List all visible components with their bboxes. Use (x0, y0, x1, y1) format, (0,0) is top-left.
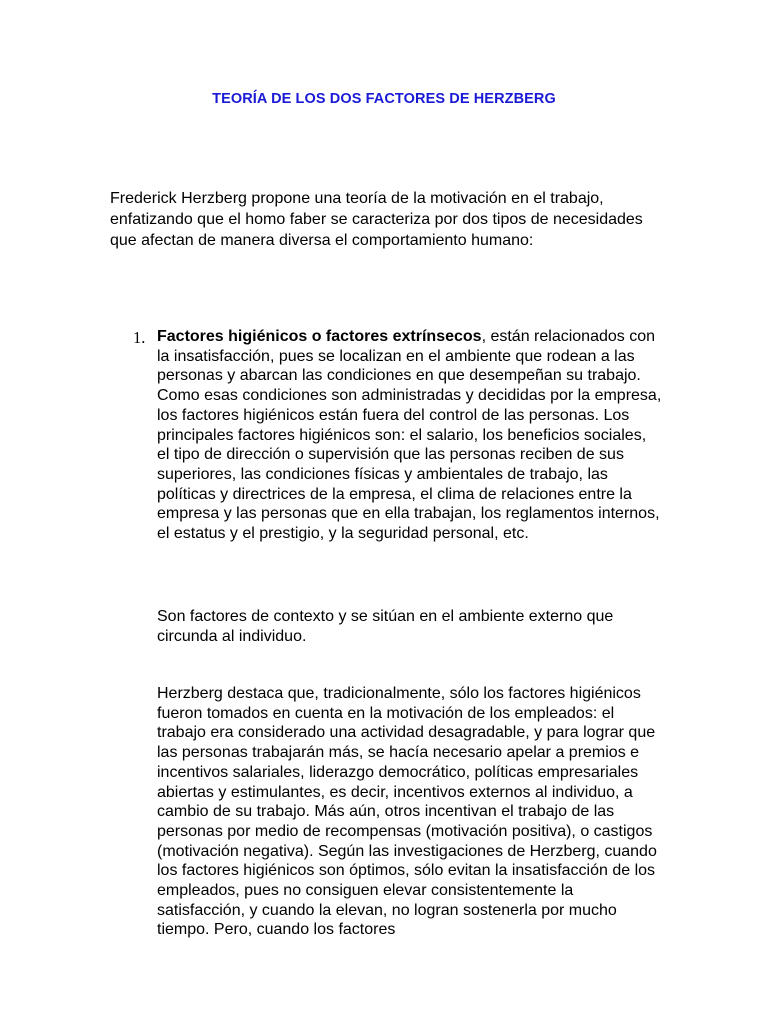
document-title: TEORÍA DE LOS DOS FACTORES DE HERZBERG (212, 91, 556, 107)
list-item-heading: Factores higiénicos o factores extrínsecos (157, 328, 482, 345)
list-item-text: , están relacionados con la insatisfacción, pues se localizan en el ambiente que rodean a las personas y abarcan las condiciones en que desempeñan su trabajo. Como esas condiciones son administradas y decididas por la empresa, los factores higiénicos están fuera del control de las personas. Los principales factores higiénicos son: el salario, los beneficios sociales, el tipo de dirección o supervisión que las personas reciben de sus superiores, las condiciones físicas y ambientales de trabajo, las políticas y directrices de la empresa, el clima de relaciones entre la empresa y las personas que en ella trabajan, los reglamentos internos, el estatus y el prestigio, y la seguridad personal, etc. (157, 328, 662, 543)
intro-paragraph: Frederick Herzberg propone una teoría de la motivación en el trabajo, enfatizando que el homo faber se caracteriza por dos tipos de necesidades que afectan de manera diversa el comportamiento humano: (110, 190, 643, 249)
context-paragraph: Son factores de contexto y se sitúan en el ambiente externo que circunda al individuo. (157, 608, 614, 645)
list-item-body (157, 327, 663, 544)
herzberg-paragraph: Herzberg destaca que, tradicionalmente, sólo los factores higiénicos fueron tomados en cuenta en la motivación de los empleados: el trabajo era considerado una actividad desagradable, y para lograr que las personas trabajarán más, se hacía necesario apelar a premios e incentivos salariales, liderazgo democrático, políticas empresariales abiertas y estimulantes, es decir, incentivos externos al individuo, a cambio de su trabajo. Más aún, otros incentivan el trabajo de las personas por medio de recompensas (motivación positiva), o castigos (motivación negativa). Según las investigaciones de Herzberg, cuando los factores higiénicos son óptimos, sólo evitan la insatisfacción de los empleados, pues no consiguen elevar consistentemente la satisfacción, y cuando la elevan, no logran sostenerla por mucho tiempo. Pero, cuando los factores (157, 685, 657, 939)
list-item-number: 1. (133, 328, 146, 347)
